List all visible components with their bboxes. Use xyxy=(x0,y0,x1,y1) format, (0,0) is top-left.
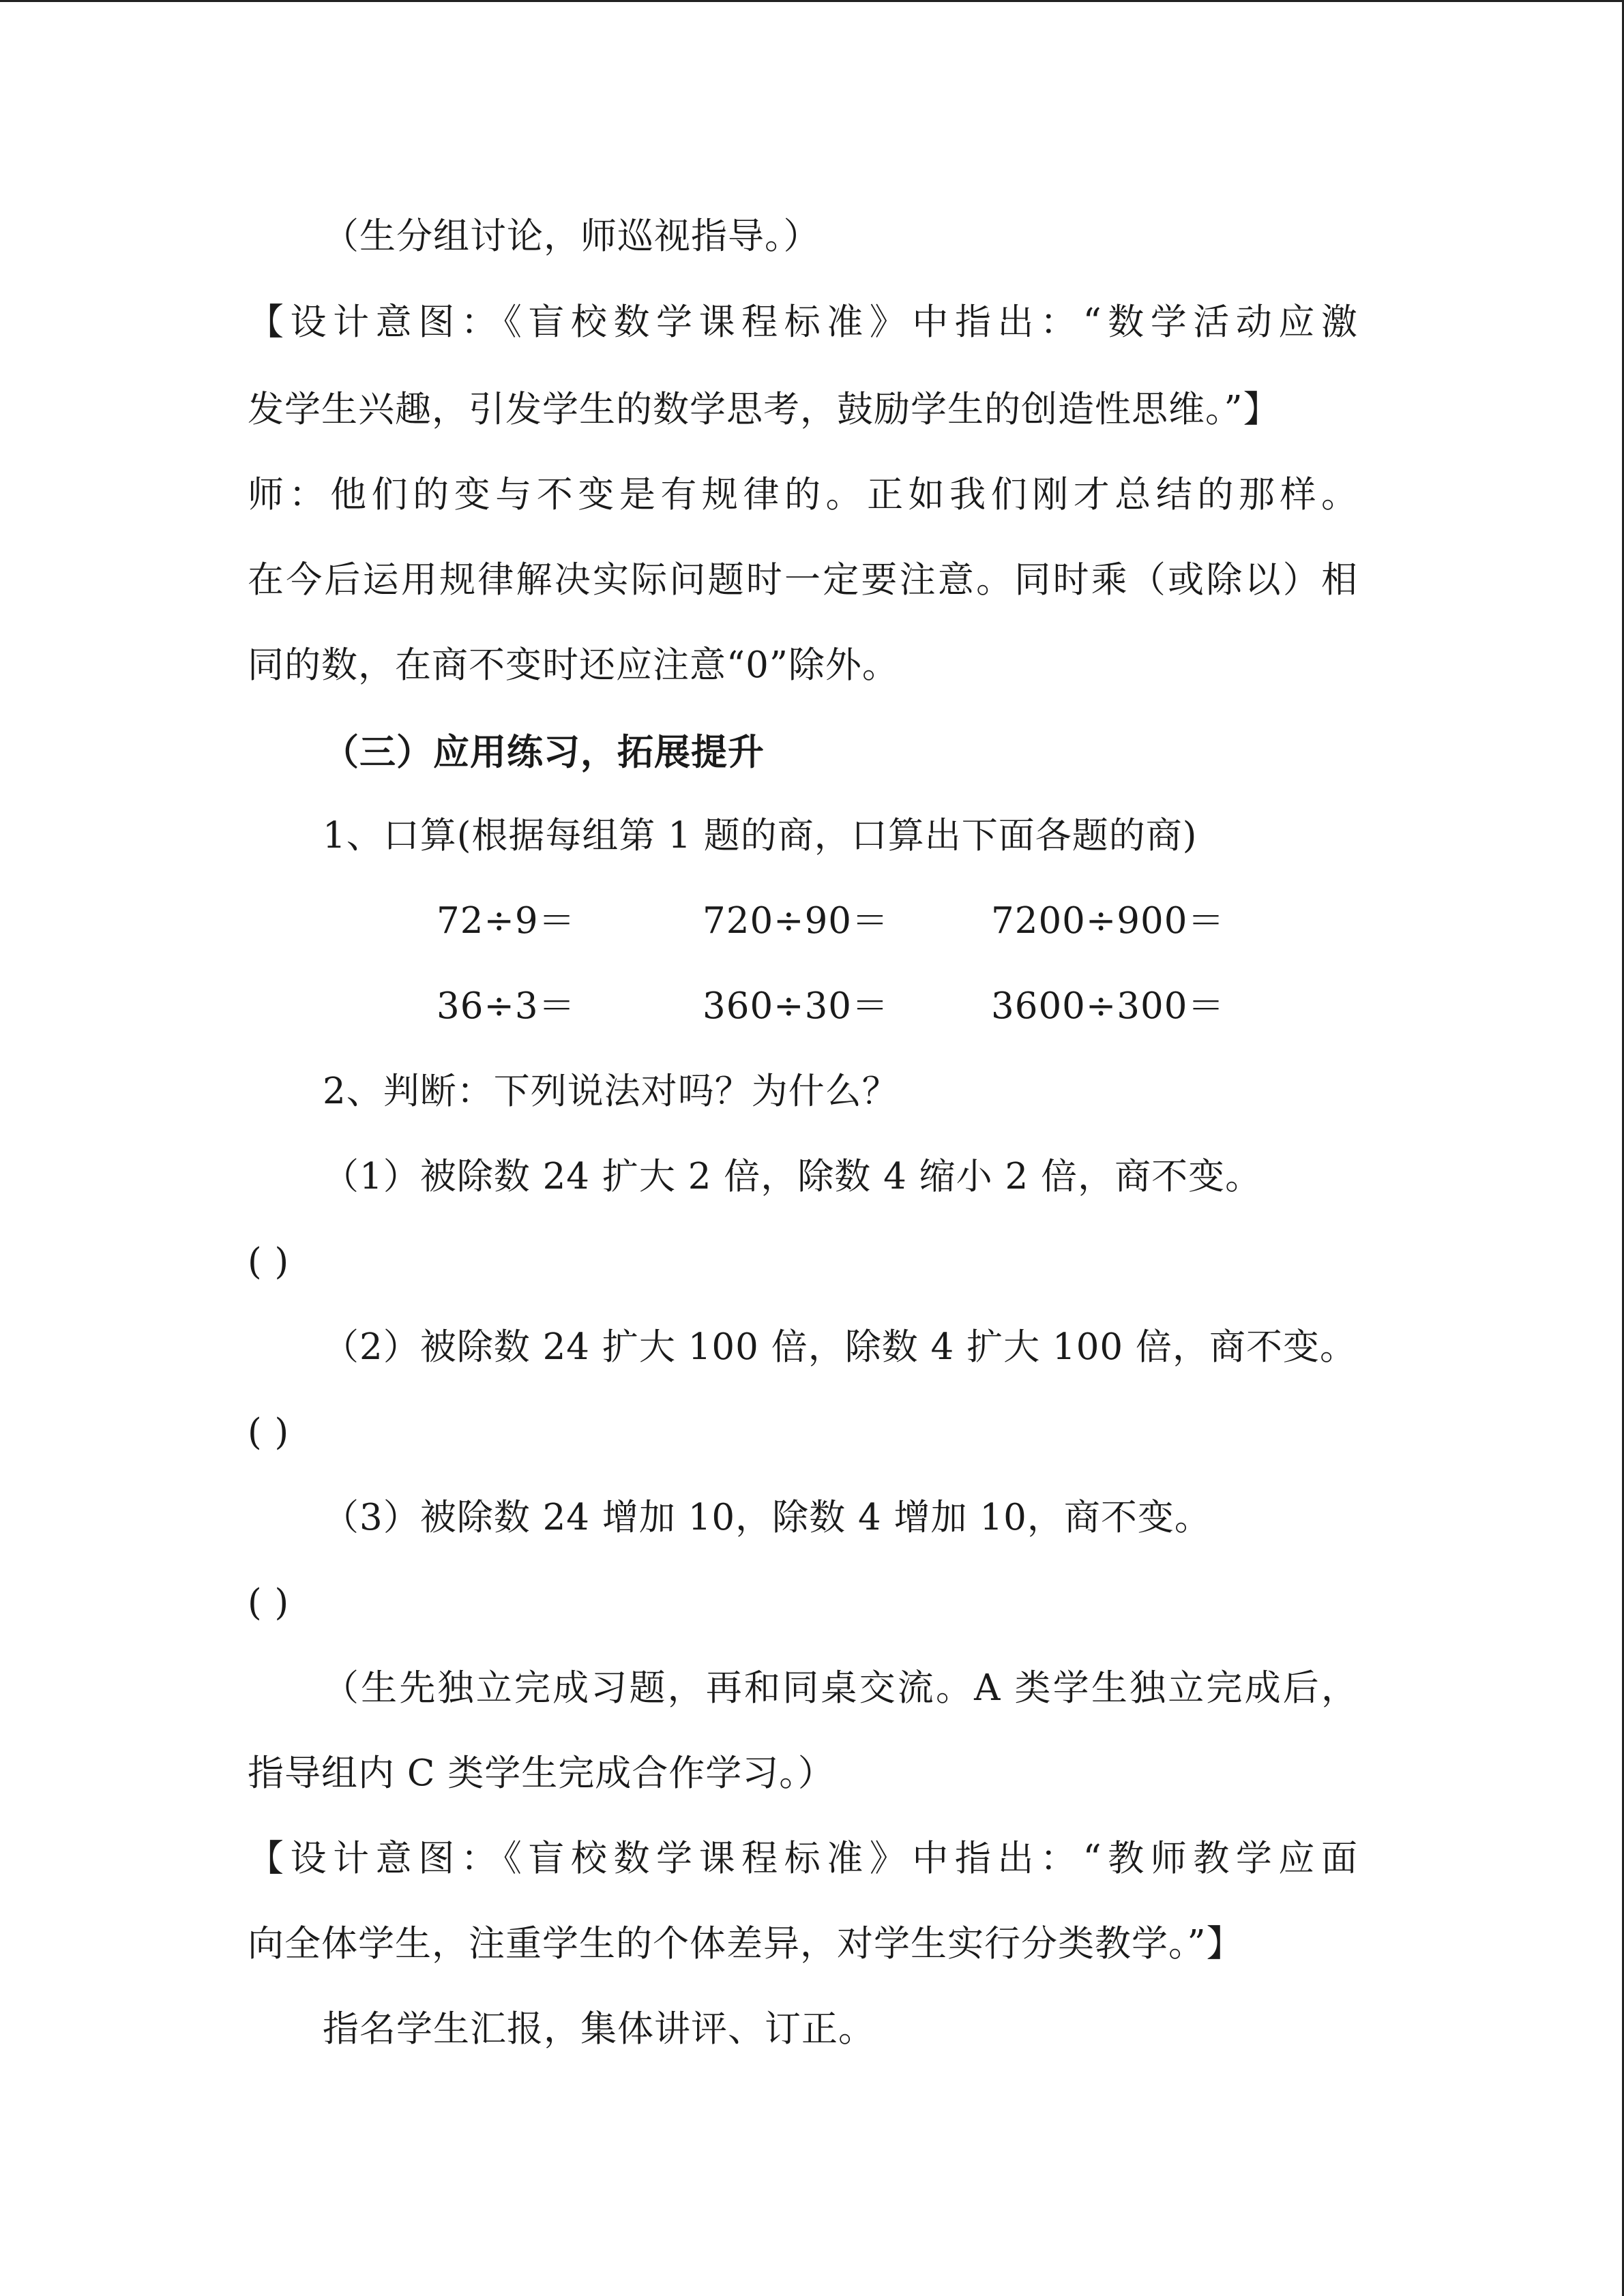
teacher-remark-line-1: 师：他们的变与不变是有规律的。正如我们刚才总结的那样。 xyxy=(248,474,1358,516)
calc-item: 360÷30＝ xyxy=(703,985,889,1027)
teacher-remark-line-2: 在今后运用规律解决实际问题时一定要注意。同时乘（或除以）相 xyxy=(248,559,1358,601)
teacher-remark-line-3: 同的数，在商不变时还应注意“0”除外。 xyxy=(248,644,899,686)
design-intent-2-line-2: 向全体学生，注重学生的个体差异，对学生实行分类教学。”】 xyxy=(248,1923,1243,1965)
student-activity-line-1: （生先独立完成习题，再和同桌交流。A 类学生独立完成后， xyxy=(323,1667,1358,1709)
exercise-1-title: 1、口算(根据每组第 1 题的商，口算出下面各题的商) xyxy=(323,815,1198,856)
design-intent-1-line-2: 发学生兴趣，引发学生的数学思考，鼓励学生的创造性思维。”】 xyxy=(248,389,1280,430)
design-intent-1-line-1: 【设计意图：《盲校数学课程标准》中指出：“数学活动应激 xyxy=(248,301,1358,343)
discussion-note: （生分组讨论，师巡视指导。） xyxy=(323,215,821,257)
calc-item: 7200÷900＝ xyxy=(991,900,1225,942)
calc-item: 720÷90＝ xyxy=(703,900,889,942)
answer-blank: ( ) xyxy=(248,1582,290,1624)
judgment-item-1: （1）被除数 24 扩大 2 倍，除数 4 缩小 2 倍，商不变。 xyxy=(323,1156,1263,1197)
judgment-item-2: （2）被除数 24 扩大 100 倍，除数 4 扩大 100 倍，商不变。 xyxy=(323,1326,1357,1368)
exercise-2-title: 2、判断：下列说法对吗？为什么？ xyxy=(323,1071,899,1112)
calc-item: 72÷9＝ xyxy=(437,900,576,942)
answer-blank: ( ) xyxy=(248,1412,290,1453)
design-intent-2-line-1: 【设计意图：《盲校数学课程标准》中指出：“教师教学应面 xyxy=(248,1838,1358,1879)
calc-item: 3600÷300＝ xyxy=(991,985,1225,1027)
summary-note: 指名学生汇报，集体讲评、订正。 xyxy=(323,2008,875,2050)
student-activity-line-2: 指导组内 C 类学生完成合作学习。） xyxy=(248,1753,835,1794)
answer-blank: ( ) xyxy=(248,1241,290,1283)
calc-item: 36÷3＝ xyxy=(437,985,576,1027)
judgment-item-3: （3）被除数 24 增加 10，除数 4 增加 10，商不变。 xyxy=(323,1497,1211,1538)
page-top-border xyxy=(0,0,1624,2)
section-heading: （三）应用练习，拓展提升 xyxy=(323,731,765,773)
